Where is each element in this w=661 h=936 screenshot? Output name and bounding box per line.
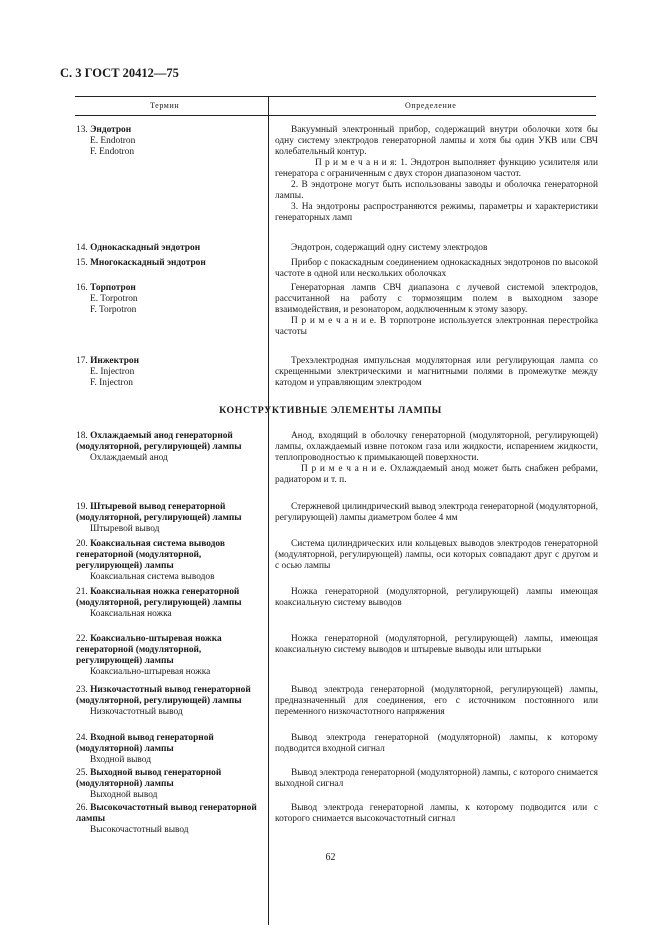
term-entry-20 [76, 539, 266, 583]
term-english: E. Torpotron [90, 294, 138, 304]
definition-23 [275, 685, 598, 718]
term-entry-22 [76, 634, 266, 678]
term-entry-21 [76, 587, 266, 620]
entry-number: 13. [76, 125, 88, 135]
term-entry-23 [76, 685, 266, 718]
definition-16 [275, 283, 598, 338]
term-entry-18 [76, 431, 266, 464]
term-short: Высокочастотный вывод [90, 825, 189, 835]
definition-text: Вывод электрода генераторной (модуляторной) лампы, к которому подводится входной сигнал [275, 733, 598, 754]
table-top-rule [75, 96, 596, 97]
column-divider [268, 96, 269, 925]
term-french: F. Endotron [90, 147, 135, 157]
entry-number: 17. [76, 356, 88, 366]
term-short: Охлаждаемый анод [90, 453, 168, 463]
entry-number: 14. [76, 243, 88, 253]
term-entry-14 [76, 243, 266, 254]
entry-number: 15. [76, 258, 88, 268]
term-title: Входной вывод генераторной (модуляторной) лампы [76, 733, 214, 754]
term-entry-19 [76, 502, 266, 535]
term-entry-24 [76, 733, 266, 766]
entry-number: 16. [76, 283, 88, 293]
definition-13 [275, 125, 598, 224]
definition-text: Система цилиндрических или кольцевых выводов электродов генераторной (модуляторной, регулирующей) лампы, оси которых совпадают друг с другом и с осью лампы [275, 539, 598, 571]
definition-20 [275, 539, 598, 572]
term-entry-26 [76, 803, 266, 836]
definition-text: Анод, входящий в оболочку генераторной (модуляторной, регулирующей) лампы, охлаждаемый извне потоком газа или жидкости, испарением жидкости, теплопроводностью к примыкающей поверхности. [275, 431, 598, 463]
definition-text: Эндотрон, содержащий одну систему электродов [291, 243, 488, 253]
definition-21 [275, 587, 598, 609]
term-title: Многокаскадный эндотрон [90, 258, 206, 268]
term-entry-16 [76, 283, 266, 316]
term-english: E. Injectron [90, 367, 135, 377]
term-title: Высокочастотный вывод генераторной лампы [76, 803, 257, 824]
header-bottom-rule [75, 115, 596, 116]
definition-text: Вывод электрода генераторной лампы, к которому подводится или с которого снимается высокочастотный сигнал [275, 803, 598, 824]
definition-text: Вывод электрода генераторной (модуляторной, регулирующей) лампы, предназначенный для соединения, его с источником постоянного или переменного низкочастотного напряжения [275, 685, 598, 717]
term-short: Коаксиально-штыревая ножка [90, 667, 211, 677]
definition-text: Вывод электрода генераторной (модуляторной) лампы, с которого снимается выходной сигнал [275, 768, 598, 789]
entry-number: 20. [76, 539, 88, 549]
entry-number: 24. [76, 733, 88, 743]
document-header: С. 3 ГОСТ 20412—75 [60, 66, 179, 80]
note-text: 1. Эндотрон выполняет функцию усилителя или генератора с ограниченным с двух сторон диапазоном частот. [275, 158, 598, 179]
entry-number: 19. [76, 502, 88, 512]
definition-24 [275, 733, 598, 755]
term-title: Коаксиальная ножка генераторной (модуляторной, регулирующей) лампы [76, 587, 242, 608]
term-short: Коаксиальная система выводов [90, 572, 215, 582]
term-short: Штыревой вывод [90, 524, 160, 534]
term-title: Штыревой вывод генераторной (модуляторной, регулирующей) лампы [76, 502, 242, 523]
note-label: П р и м е ч а н и е. [291, 316, 377, 326]
definition-text: Стержневой цилиндрический вывод электрода генераторной (модуляторной, регулирующей) лампы диаметром более 4 мм [275, 502, 598, 523]
term-short: Выходной вывод [90, 790, 158, 800]
definition-19 [275, 502, 598, 524]
note-text: В торпотроне используется электронная перестройка частоты [275, 316, 598, 337]
entry-number: 26. [76, 803, 88, 813]
definition-text: Ножка генераторной (модуляторной, регулирующей) лампы имеющая коаксиальную систему выводов [275, 587, 598, 608]
term-short: Низкочастотный вывод [90, 707, 183, 717]
term-title: Торпотрон [90, 283, 136, 293]
term-entry-15 [76, 258, 266, 269]
definition-text: Ножка генераторной (модуляторной, регулирующей) лампы, имеющая коаксиальную систему выводов и штыревые выводы или штырьки [275, 634, 598, 655]
entry-number: 23. [76, 685, 88, 695]
term-french: F. Torpotron [90, 305, 137, 315]
term-entry-13 [76, 125, 266, 158]
term-french: F. Injectron [90, 378, 133, 388]
term-short: Коаксиальная ножка [90, 609, 172, 619]
definition-text: Прибор с покаскадным соединением однокаскадных эндотронов по высокой частоте в одной или нескольких оболочках [275, 258, 598, 279]
definition-26 [275, 803, 598, 825]
term-title: Коаксиальная система выводов генераторной (модуляторной, регулирующей) лампы [76, 539, 225, 571]
term-column-header: Термин [150, 101, 180, 110]
definition-17 [275, 356, 598, 389]
term-title: Инжектрон [90, 356, 140, 366]
term-entry-17 [76, 356, 266, 389]
note-label: П р и м е ч а н и е. [301, 464, 387, 474]
entry-number: 25. [76, 768, 88, 778]
definition-text: Генераторная лампв СВЧ диапазона с лучевой системой электродов, рассчитанной на работу с тормозящим полем в выходном зазоре взаимодействия, и резонатором, аодключенным к этому зазору. [275, 283, 598, 315]
definition-text: Вакуумный электронный прибор, содержащий внутри оболочки хотя бы одну систему электродов генераторной лампы и хотя бы один УКВ или СВЧ колебательный контур. [275, 125, 598, 157]
definition-text: Трехэлектродная импульсная модуляторная или регулирующая лампа со скрещенными электрическими и магнитными полями в промежутке между катодом и управляющим электродом [275, 356, 598, 388]
note-text: Охлаждаемый анод может быть снабжен ребрами, радиатором и т. п. [275, 464, 599, 485]
page-number: 62 [325, 852, 336, 863]
term-title: Низкочастотный вывод генераторной (модуляторной, регулирующей) лампы [76, 685, 251, 706]
note-text: 3. На эндотроны распространяются режимы, параметры и характеристики генераторных ламп [275, 202, 598, 223]
term-title: Коаксиально-штыревая ножка генераторной (модуляторной, регулирующей) лампы [76, 634, 222, 666]
entry-number: 22. [76, 634, 88, 644]
term-title: Однокаскадный эндотрон [90, 243, 201, 253]
term-short: Входной вывод [90, 755, 151, 765]
note-label: П р и м е ч а н и я: [315, 158, 397, 168]
term-entry-25 [76, 768, 266, 801]
definition-14 [275, 243, 598, 254]
term-title: Эндотрон [90, 125, 132, 135]
definition-column-header: Определение [405, 101, 457, 110]
definition-22 [275, 634, 598, 656]
entry-number: 21. [76, 587, 88, 597]
definition-25 [275, 768, 598, 790]
entry-number: 18. [76, 431, 88, 441]
note-text: 2. В эндотроне могут быть использованы заводы и оболочка генераторной лампы. [275, 180, 598, 201]
definition-18 [275, 431, 598, 486]
term-title: Выходной вывод генераторной (модуляторной) лампы [76, 768, 222, 789]
section-title: КОНСТРУКТИВНЫЕ ЭЛЕМЕНТЫ ЛАМПЫ [219, 405, 442, 416]
term-english: E. Endotron [90, 136, 136, 146]
term-title: Охлаждаемый анод генераторной (модуляторной, регулирующей) лампы [76, 431, 242, 452]
definition-15 [275, 258, 598, 280]
